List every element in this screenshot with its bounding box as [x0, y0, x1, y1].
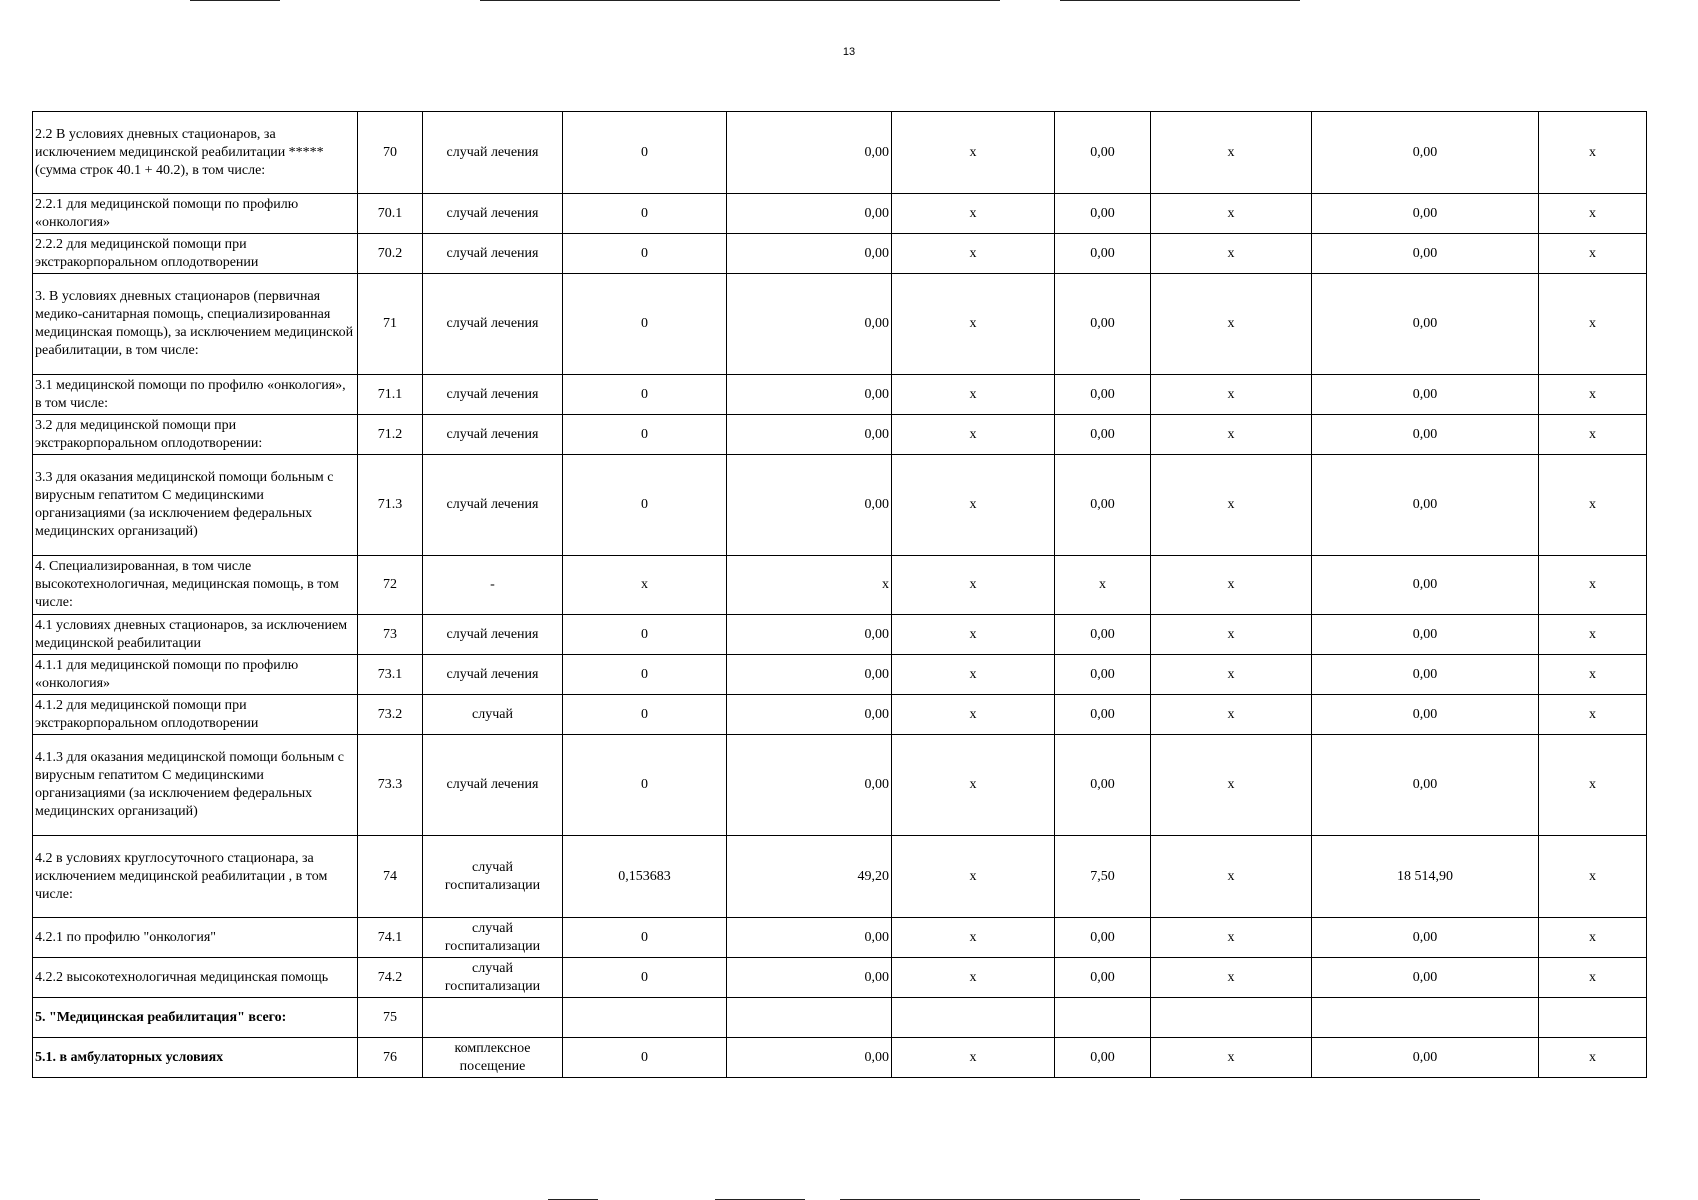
- row-name-cell: 4.1.1 для медицинской помощи по профилю «онкология»: [33, 655, 358, 695]
- row-code-cell: 73.1: [358, 655, 423, 695]
- value-cell: x: [1151, 455, 1312, 556]
- value-cell: x: [1539, 958, 1647, 998]
- value-cell: 0,00: [1055, 695, 1151, 735]
- value-cell: x: [1539, 375, 1647, 415]
- value-cell: x: [1151, 655, 1312, 695]
- value-cell: x: [1539, 836, 1647, 918]
- row-name-cell: 2.2.1 для медицинской помощи по профилю «онкология»: [33, 194, 358, 234]
- row-code-cell: 73.2: [358, 695, 423, 735]
- value-cell: 0,00: [727, 655, 892, 695]
- row-name-cell: 3.2 для медицинской помощи при экстракорпоральном оплодотворении:: [33, 415, 358, 455]
- value-cell: x: [1539, 274, 1647, 375]
- unit-cell: случай лечения: [423, 735, 563, 836]
- row-name-cell: 4.1.3 для оказания медицинской помощи больным с вирусным гепатитом С медицинскими организациями (за исключением федеральных медицинских организаций): [33, 735, 358, 836]
- table-row: [33, 234, 1647, 274]
- value-cell: 0,00: [1312, 375, 1539, 415]
- value-cell: 0,00: [1312, 112, 1539, 194]
- scan-edge-line: [480, 0, 1000, 1]
- value-cell: x: [1151, 836, 1312, 918]
- table-row: [33, 274, 1647, 375]
- unit-cell: случай лечения: [423, 415, 563, 455]
- row-name-cell: 2.2 В условиях дневных стационаров, за исключением медицинской реабилитации ***** (сумма строк 40.1 + 40.2), в том числе:: [33, 112, 358, 194]
- value-cell: x: [892, 836, 1055, 918]
- table-row: [33, 735, 1647, 836]
- page-number: 13: [842, 46, 856, 58]
- value-cell: 0: [563, 695, 727, 735]
- value-cell: 0,00: [727, 455, 892, 556]
- value-cell: 0,00: [727, 1038, 892, 1078]
- value-cell: x: [892, 695, 1055, 735]
- value-cell: 0,00: [1055, 918, 1151, 958]
- value-cell: x: [1539, 1038, 1647, 1078]
- value-cell: [1312, 998, 1539, 1038]
- unit-cell: случай лечения: [423, 455, 563, 556]
- value-cell: 0,153683: [563, 836, 727, 918]
- value-cell: 0: [563, 415, 727, 455]
- value-cell: x: [892, 735, 1055, 836]
- value-cell: 0,00: [727, 958, 892, 998]
- value-cell: 0,00: [727, 735, 892, 836]
- value-cell: [727, 998, 892, 1038]
- value-cell: x: [892, 455, 1055, 556]
- row-name-cell: 3.3 для оказания медицинской помощи больным с вирусным гепатитом С медицинскими организациями (за исключением федеральных медицинских организаций): [33, 455, 358, 556]
- row-name-cell: 4.2.2 высокотехнологичная медицинская помощь: [33, 958, 358, 998]
- row-code-cell: 76: [358, 1038, 423, 1078]
- value-cell: 0,00: [1055, 194, 1151, 234]
- scan-edge-line: [190, 0, 280, 1]
- value-cell: x: [892, 958, 1055, 998]
- row-code-cell: 73.3: [358, 735, 423, 836]
- value-cell: x: [1151, 415, 1312, 455]
- value-cell: 0: [563, 234, 727, 274]
- value-cell: x: [892, 375, 1055, 415]
- value-cell: x: [1151, 274, 1312, 375]
- row-name-cell: 3. В условиях дневных стационаров (первичная медико-санитарная помощь, специализированная медицинская помощь), за исключением медицинской реабилитации, в том числе:: [33, 274, 358, 375]
- value-cell: 0,00: [1312, 735, 1539, 836]
- value-cell: 0,00: [727, 415, 892, 455]
- value-cell: 0: [563, 1038, 727, 1078]
- value-cell: 0,00: [1055, 234, 1151, 274]
- value-cell: 0,00: [1312, 556, 1539, 615]
- value-cell: 0,00: [1055, 1038, 1151, 1078]
- row-name-cell: 5. "Медицинская реабилитация" всего:: [33, 998, 358, 1038]
- value-cell: 0: [563, 194, 727, 234]
- value-cell: 0,00: [1055, 455, 1151, 556]
- value-cell: 0,00: [1055, 375, 1151, 415]
- value-cell: x: [1151, 375, 1312, 415]
- unit-cell: случай госпитализации: [423, 836, 563, 918]
- value-cell: x: [1539, 234, 1647, 274]
- value-cell: 0: [563, 918, 727, 958]
- value-cell: x: [1539, 918, 1647, 958]
- unit-cell: случай лечения: [423, 234, 563, 274]
- value-cell: 0,00: [1055, 415, 1151, 455]
- value-cell: x: [1539, 695, 1647, 735]
- row-name-cell: 5.1. в амбулаторных условиях: [33, 1038, 358, 1078]
- value-cell: 0,00: [727, 695, 892, 735]
- value-cell: x: [1151, 735, 1312, 836]
- value-cell: [563, 998, 727, 1038]
- unit-cell: случай госпитализации: [423, 918, 563, 958]
- table-row: [33, 836, 1647, 918]
- value-cell: 0: [563, 112, 727, 194]
- value-cell: 0,00: [1055, 615, 1151, 655]
- value-cell: x: [1539, 112, 1647, 194]
- row-code-cell: 70.2: [358, 234, 423, 274]
- value-cell: x: [1539, 194, 1647, 234]
- value-cell: 0,00: [1312, 455, 1539, 556]
- table-row: [33, 415, 1647, 455]
- table-row: [33, 998, 1647, 1038]
- unit-cell: случай лечения: [423, 655, 563, 695]
- value-cell: x: [892, 234, 1055, 274]
- value-cell: 0,00: [727, 375, 892, 415]
- value-cell: [1539, 998, 1647, 1038]
- value-cell: x: [1151, 556, 1312, 615]
- value-cell: x: [1151, 615, 1312, 655]
- value-cell: [1151, 998, 1312, 1038]
- value-cell: 0,00: [1312, 918, 1539, 958]
- row-code-cell: 71.2: [358, 415, 423, 455]
- row-name-cell: 4.1.2 для медицинской помощи при экстракорпоральном оплодотворении: [33, 695, 358, 735]
- row-name-cell: 4. Специализированная, в том числе высокотехнологичная, медицинская помощь, в том числе:: [33, 556, 358, 615]
- value-cell: 0: [563, 958, 727, 998]
- value-cell: 0: [563, 455, 727, 556]
- unit-cell: случай лечения: [423, 375, 563, 415]
- row-code-cell: 72: [358, 556, 423, 615]
- unit-cell: комплексное посещение: [423, 1038, 563, 1078]
- value-cell: 0,00: [1055, 112, 1151, 194]
- row-code-cell: 73: [358, 615, 423, 655]
- value-cell: x: [1151, 918, 1312, 958]
- value-cell: x: [563, 556, 727, 615]
- row-code-cell: 71.3: [358, 455, 423, 556]
- value-cell: 0,00: [1055, 274, 1151, 375]
- value-cell: x: [892, 615, 1055, 655]
- value-cell: 0,00: [727, 194, 892, 234]
- value-cell: 0,00: [1312, 655, 1539, 695]
- table-row: [33, 455, 1647, 556]
- unit-cell: случай госпитализации: [423, 958, 563, 998]
- row-code-cell: 74.2: [358, 958, 423, 998]
- value-cell: 0,00: [1055, 655, 1151, 695]
- table-row: [33, 615, 1647, 655]
- value-cell: x: [1539, 556, 1647, 615]
- value-cell: x: [892, 556, 1055, 615]
- value-cell: 7,50: [1055, 836, 1151, 918]
- value-cell: 0,00: [727, 274, 892, 375]
- value-cell: 0,00: [727, 918, 892, 958]
- unit-cell: случай: [423, 695, 563, 735]
- value-cell: x: [892, 112, 1055, 194]
- table-row: [33, 918, 1647, 958]
- value-cell: 18 514,90: [1312, 836, 1539, 918]
- value-cell: 0,00: [727, 234, 892, 274]
- row-name-cell: 4.2 в условиях круглосуточного стационара, за исключением медицинской реабилитации , в том числе:: [33, 836, 358, 918]
- value-cell: 0,00: [1312, 194, 1539, 234]
- value-cell: 49,20: [727, 836, 892, 918]
- unit-cell: [423, 998, 563, 1038]
- row-code-cell: 75: [358, 998, 423, 1038]
- row-name-cell: 4.2.1 по профилю "онкология": [33, 918, 358, 958]
- unit-cell: случай лечения: [423, 194, 563, 234]
- value-cell: x: [1151, 194, 1312, 234]
- row-code-cell: 74: [358, 836, 423, 918]
- value-cell: x: [1539, 455, 1647, 556]
- value-cell: x: [1539, 415, 1647, 455]
- table-row: [33, 375, 1647, 415]
- value-cell: 0: [563, 615, 727, 655]
- value-cell: 0,00: [1312, 1038, 1539, 1078]
- row-code-cell: 70: [358, 112, 423, 194]
- table-row: [33, 1038, 1647, 1078]
- value-cell: x: [1151, 234, 1312, 274]
- value-cell: 0,00: [727, 112, 892, 194]
- value-cell: x: [727, 556, 892, 615]
- table-row: [33, 112, 1647, 194]
- value-cell: 0: [563, 735, 727, 836]
- table-row: [33, 958, 1647, 998]
- value-cell: 0,00: [1312, 695, 1539, 735]
- value-cell: 0,00: [1312, 274, 1539, 375]
- value-cell: 0,00: [1312, 234, 1539, 274]
- value-cell: 0,00: [727, 615, 892, 655]
- value-cell: x: [892, 274, 1055, 375]
- value-cell: x: [1539, 735, 1647, 836]
- value-cell: x: [1151, 958, 1312, 998]
- value-cell: 0: [563, 375, 727, 415]
- value-cell: x: [892, 1038, 1055, 1078]
- row-code-cell: 71: [358, 274, 423, 375]
- value-cell: x: [1539, 615, 1647, 655]
- row-name-cell: 3.1 медицинской помощи по профилю «онкология», в том числе:: [33, 375, 358, 415]
- value-cell: 0,00: [1312, 615, 1539, 655]
- row-name-cell: 2.2.2 для медицинской помощи при экстракорпоральном оплодотворении: [33, 234, 358, 274]
- value-cell: 0,00: [1312, 415, 1539, 455]
- unit-cell: случай лечения: [423, 112, 563, 194]
- value-cell: x: [1539, 655, 1647, 695]
- data-table: [32, 111, 1647, 1078]
- value-cell: x: [892, 194, 1055, 234]
- value-cell: 0: [563, 655, 727, 695]
- table-row: [33, 655, 1647, 695]
- unit-cell: -: [423, 556, 563, 615]
- row-code-cell: 70.1: [358, 194, 423, 234]
- table-row: [33, 695, 1647, 735]
- value-cell: x: [1055, 556, 1151, 615]
- scan-edge-line: [1060, 0, 1300, 1]
- row-code-cell: 74.1: [358, 918, 423, 958]
- unit-cell: случай лечения: [423, 615, 563, 655]
- row-name-cell: 4.1 условиях дневных стационаров, за исключением медицинской реабилитации: [33, 615, 358, 655]
- value-cell: 0,00: [1055, 958, 1151, 998]
- table-row: [33, 194, 1647, 234]
- value-cell: [892, 998, 1055, 1038]
- table-row: [33, 556, 1647, 615]
- unit-cell: случай лечения: [423, 274, 563, 375]
- value-cell: 0,00: [1055, 735, 1151, 836]
- value-cell: x: [1151, 112, 1312, 194]
- value-cell: 0: [563, 274, 727, 375]
- value-cell: 0,00: [1312, 958, 1539, 998]
- value-cell: [1055, 998, 1151, 1038]
- value-cell: x: [892, 655, 1055, 695]
- value-cell: x: [1151, 1038, 1312, 1078]
- value-cell: x: [892, 415, 1055, 455]
- value-cell: x: [892, 918, 1055, 958]
- value-cell: x: [1151, 695, 1312, 735]
- row-code-cell: 71.1: [358, 375, 423, 415]
